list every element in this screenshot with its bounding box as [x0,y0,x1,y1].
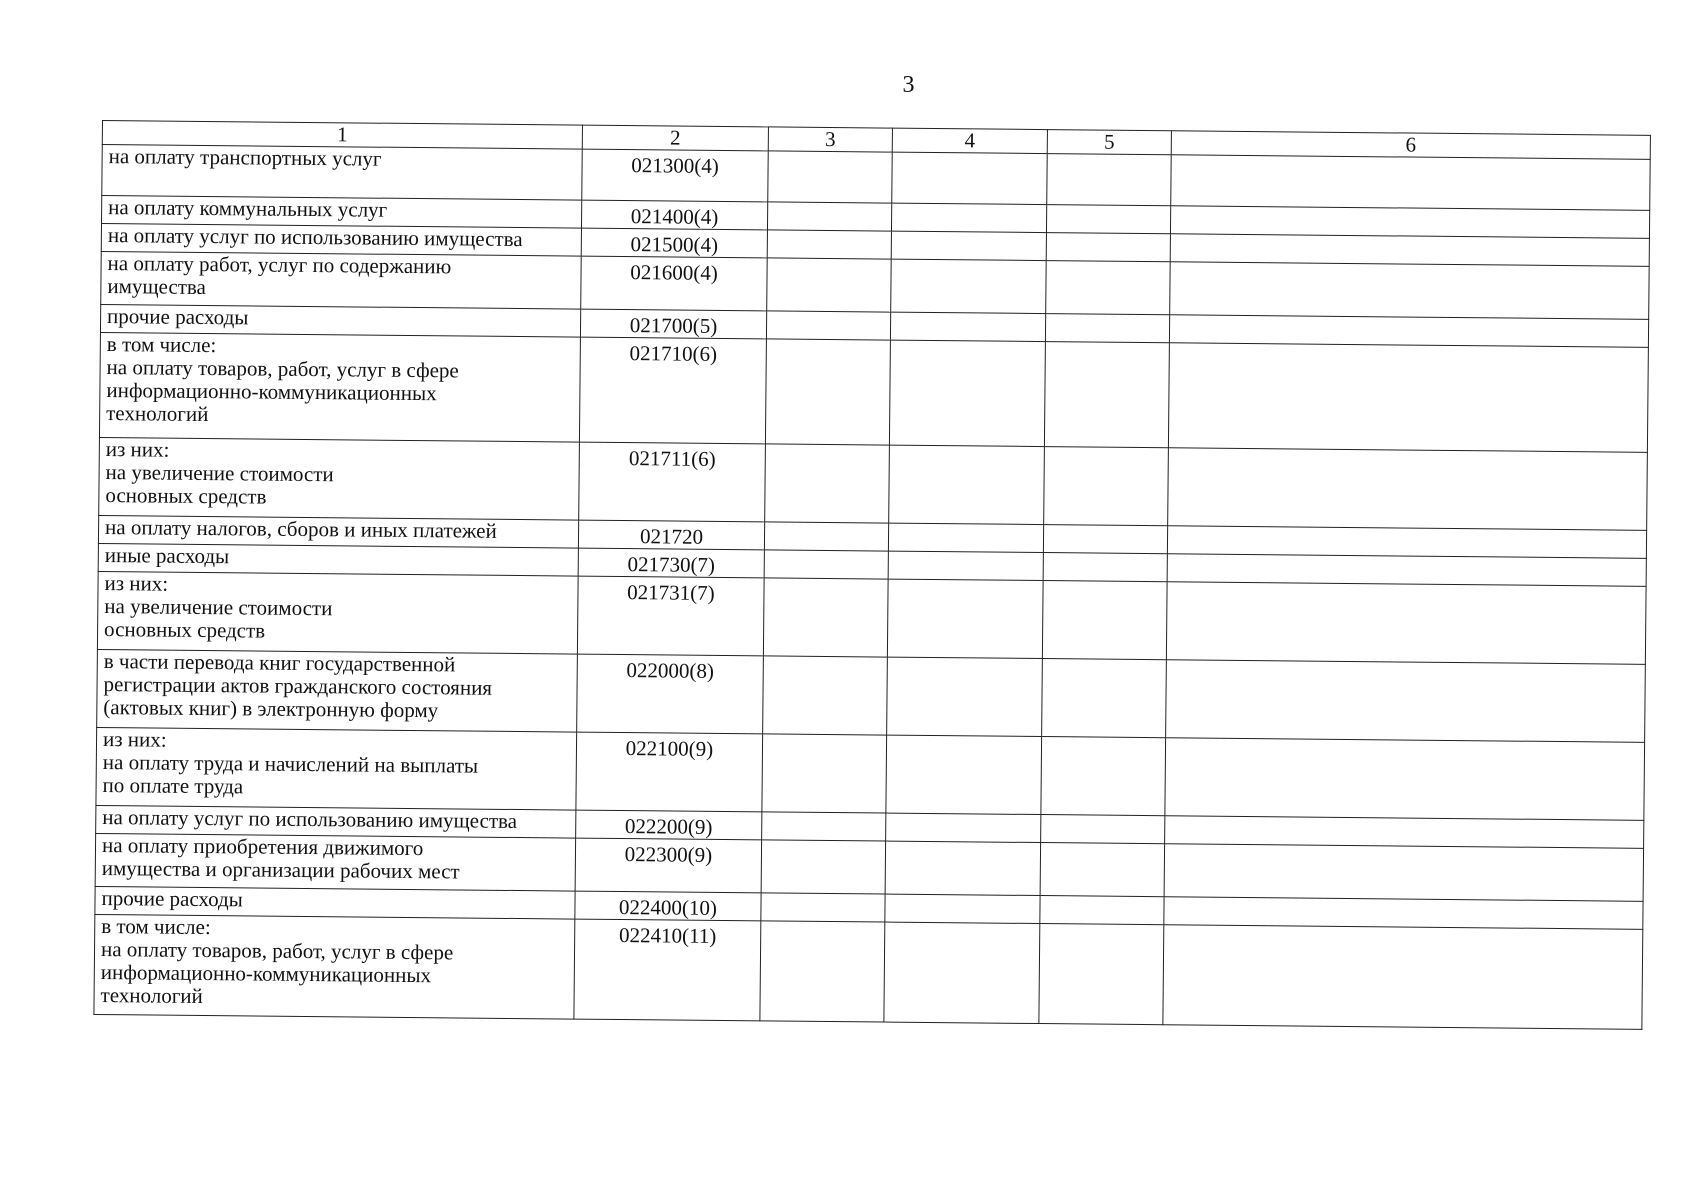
column-header-2: 2 [582,125,768,151]
row-code: 021731(7) [577,576,764,656]
row-label: из них: на оплату труда и начислений на выплаты по оплате труда [96,727,577,810]
empty-cell-col-3 [767,202,891,231]
row-label: на оплату транспортных услуг [102,145,582,201]
empty-cell-col-5 [1046,261,1171,315]
empty-cell-col-5 [1043,525,1167,554]
empty-cell-col-3 [762,734,887,813]
expense-table [93,120,1651,1030]
row-label: прочие расходы [95,886,575,919]
row-label: прочие расходы [100,304,580,337]
empty-cell-col-3 [764,522,888,551]
empty-cell-col-4 [887,579,1043,658]
row-code: 021600(4) [581,256,768,311]
empty-cell-col-4 [885,894,1040,923]
empty-cell-col-4 [889,340,1045,446]
empty-cell-col-3 [766,311,890,340]
empty-cell-col-3 [768,151,892,203]
table-row [99,332,1648,452]
empty-cell-col-4 [886,813,1041,842]
row-label: на оплату приобретения движимого имущества и организации рабочих мест [95,833,575,891]
empty-cell-col-5 [1042,581,1167,660]
empty-cell-col-4 [891,231,1046,260]
empty-cell-col-6 [1171,155,1650,211]
empty-cell-col-5 [1040,843,1165,897]
column-header-1: 1 [102,121,582,150]
row-label: из них: на увеличение стоимости основных средств [97,571,578,654]
row-code: 021710(6) [579,337,766,444]
empty-cell-col-5 [1045,314,1169,343]
empty-cell-col-4 [886,735,1042,814]
row-code: 022100(9) [576,732,763,812]
empty-cell-col-6 [1168,448,1648,531]
empty-cell-col-3 [767,230,891,259]
row-label: иные расходы [98,543,578,576]
empty-cell-col-4 [888,523,1043,552]
column-header-5: 5 [1047,130,1171,155]
empty-cell-col-4 [890,312,1045,341]
empty-cell-col-6 [1164,844,1643,902]
row-code: 021700(5) [580,309,766,339]
empty-cell-col-4 [889,445,1045,524]
empty-cell-col-6 [1168,343,1648,453]
empty-cell-col-5 [1042,659,1167,738]
empty-cell-col-5 [1047,154,1171,206]
empty-cell-col-5 [1041,815,1165,844]
empty-cell-col-5 [1044,447,1169,526]
row-label: на оплату коммунальных услуг [102,196,582,229]
empty-cell-col-4 [891,259,1047,313]
row-code: 021400(4) [581,200,767,230]
row-code: 022300(9) [575,838,762,893]
column-header-6: 6 [1171,131,1650,160]
empty-cell-col-5 [1040,896,1164,925]
empty-cell-col-3 [760,921,885,1022]
empty-cell-col-5 [1043,553,1167,582]
row-code: 022200(9) [576,810,762,840]
row-code: 021711(6) [579,442,766,522]
empty-cell-col-4 [884,922,1040,1023]
row-code: 021730(7) [578,548,764,578]
empty-cell-col-5 [1041,737,1166,816]
empty-cell-col-5 [1046,233,1170,262]
row-label: на оплату услуг по использованию имущества [96,805,576,838]
empty-cell-col-3 [765,444,890,523]
empty-cell-col-6 [1166,660,1646,743]
row-label: на оплату услуг по использованию имущества [101,224,581,257]
row-code: 022400(10) [575,891,761,921]
empty-cell-col-3 [763,578,888,657]
empty-cell-col-3 [767,258,892,312]
empty-cell-col-6 [1165,738,1645,821]
row-label: на оплату налогов, сборов и иных платежей [98,515,578,548]
empty-cell-col-3 [763,656,888,735]
empty-cell-col-3 [761,840,886,894]
row-label: в части перевода книг государственной регистрации актов гражданского состояния (актовых книг) в электронную форму [97,649,578,732]
table-row [97,649,1646,742]
row-code: 021500(4) [581,228,767,258]
row-code: 021720 [578,520,764,550]
empty-cell-col-4 [887,657,1043,736]
empty-cell-col-3 [764,550,888,579]
row-code: 021300(4) [582,149,768,202]
empty-cell-col-6 [1163,925,1643,1030]
empty-cell-col-6 [1170,262,1649,320]
row-label: на оплату работ, услуг по содержанию имущества [101,251,581,309]
empty-cell-col-5 [1039,924,1164,1025]
empty-cell-col-4 [885,841,1041,895]
row-code: 022410(11) [574,919,761,1021]
empty-cell-col-3 [761,893,885,922]
empty-cell-col-4 [888,551,1043,580]
empty-cell-col-4 [891,203,1046,232]
empty-cell-col-5 [1044,342,1169,448]
empty-cell-col-3 [762,812,886,841]
page-number: 3 [902,72,915,98]
empty-cell-col-5 [1046,205,1170,234]
row-label: в том числе: на оплату товаров, работ, услуг в сфере информационно-коммуникационных технологий [99,332,580,442]
column-header-4: 4 [892,128,1047,153]
column-header-3: 3 [768,127,892,152]
empty-cell-col-4 [892,152,1047,204]
empty-cell-col-3 [765,339,890,445]
empty-cell-col-6 [1166,582,1646,665]
row-label: в том числе: на оплату товаров, работ, услуг в сфере информационно-коммуникационных технологий [94,914,575,1019]
row-code: 022000(8) [577,654,764,734]
row-label: из них: на увеличение стоимости основных средств [99,437,580,520]
table-row [94,914,1643,1029]
table-body [94,121,1651,1030]
